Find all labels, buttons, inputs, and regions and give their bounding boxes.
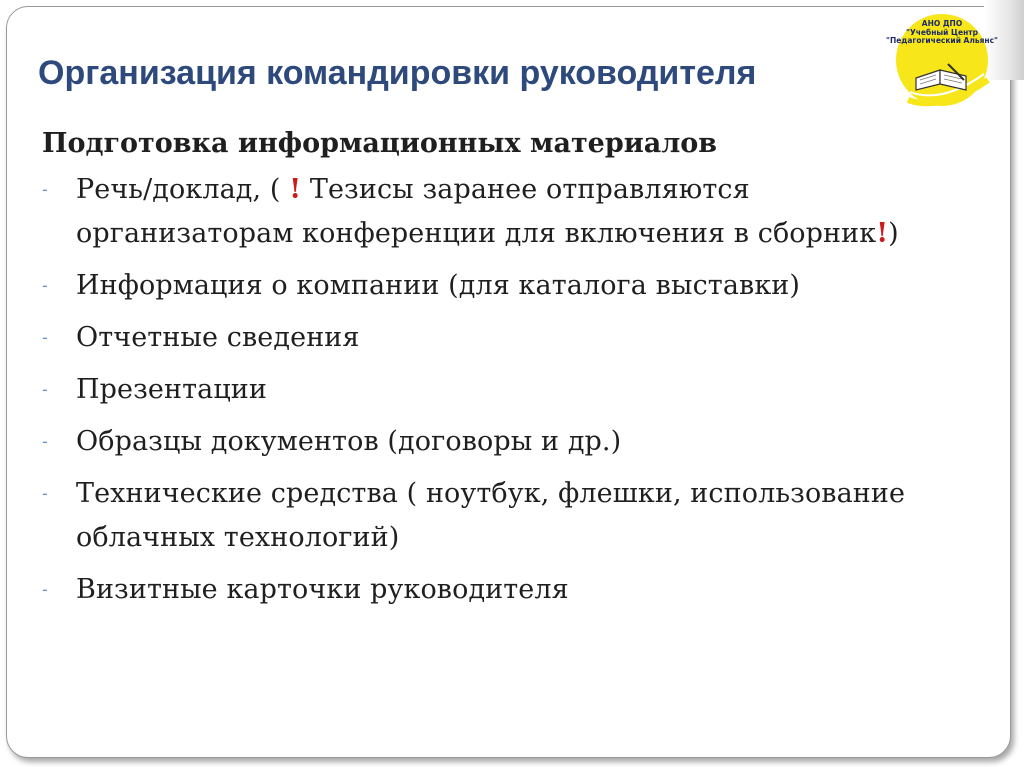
bullet-dash: - [42,328,48,347]
item-text: ) [888,218,899,249]
slide-title: Организация командировки руководителя [38,54,757,92]
list-item [42,264,942,308]
materials-list [42,168,942,612]
bullet-dash: - [42,580,48,599]
bullet-dash: - [42,180,48,199]
item-text: Визитные карточки руководителя [76,574,569,605]
list-item [42,168,942,256]
item-text: Отчетные сведения [76,322,360,353]
bullet-dash: - [42,380,48,399]
organization-logo [886,8,998,108]
item-text: Тезисы заранее отправляются организаторам конференции для включения в сборник [76,174,877,249]
bullet-dash: - [42,432,48,451]
item-text: Образцы документов (договоры и др.) [76,426,622,457]
slide-content [42,122,942,620]
bullet-dash: - [42,276,48,295]
logo-text [886,20,998,46]
section-subtitle: Подготовка информационных материалов [42,128,718,159]
list-item [42,368,942,412]
bullet-dash: - [42,484,48,503]
item-text: Технические средства ( ноутбук, флешки, использование облачных технологий) [76,478,906,553]
list-item [42,316,942,360]
logo-line-1: АНО ДПО [921,19,963,28]
item-text: Информация о компании (для каталога выставки) [76,270,801,301]
exclamation-mark: ! [876,218,889,249]
logo-line-3: "Педагогический Альянс" [886,36,998,45]
list-item [42,472,942,560]
item-text: Речь/доклад, ( [76,174,290,205]
list-item [42,420,942,464]
list-item [42,568,942,612]
exclamation-mark: ! [289,174,302,205]
logo-line-2: "Учебный Центр [906,27,978,37]
item-text: Презентации [76,374,267,405]
